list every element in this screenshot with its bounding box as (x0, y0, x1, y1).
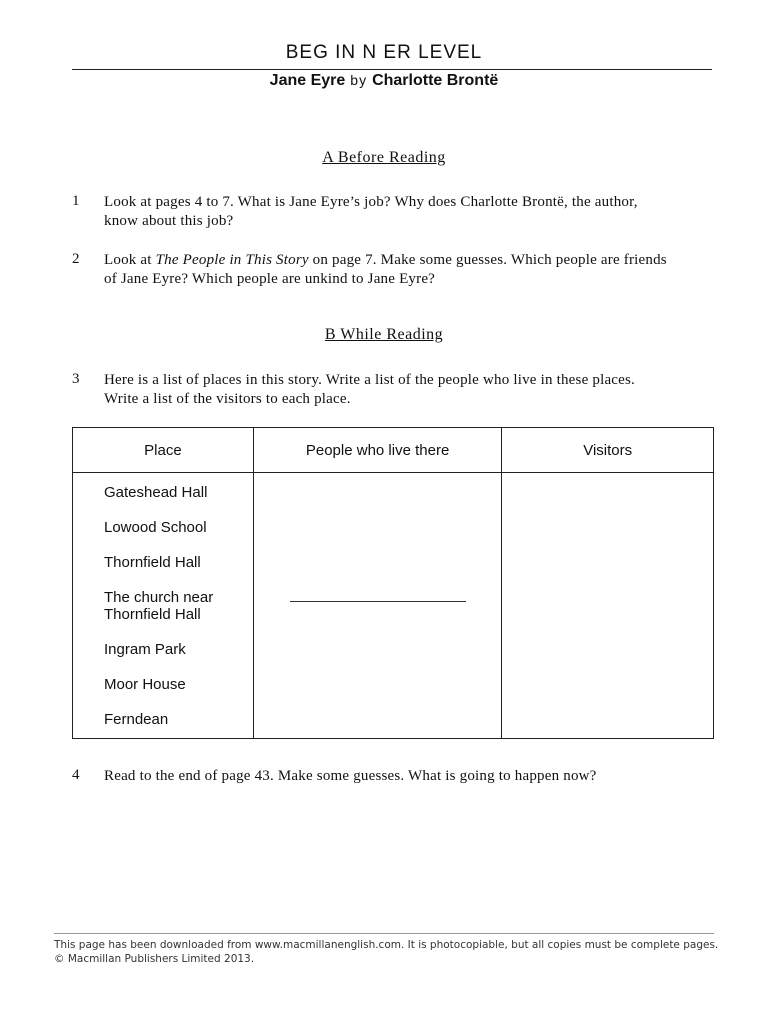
question-2-line-2: of Jane Eyre? Which people are unkind to Jane Eyre? (104, 271, 436, 287)
answer-line (290, 601, 466, 602)
title-divider (72, 69, 712, 70)
level-heading: BEG IN N ER LEVEL (285, 42, 483, 63)
places-table-body-row (73, 473, 714, 739)
question-3-text (104, 371, 714, 409)
footer-notice (54, 938, 724, 966)
question-4-text: Read to the end of page 43. Make some guesses. What is going to happen now? (104, 768, 597, 784)
section-a-heading (0, 149, 768, 167)
column-header-residents: People who live there (253, 428, 502, 473)
place-item: The church near (104, 589, 214, 606)
question-3-line-1: Here is a list of places in this story. Write a list of the people who live in these places. (104, 372, 635, 388)
question-1-line-2: know about this job? (104, 213, 234, 229)
question-2-number: 2 (72, 251, 80, 267)
place-item: Thornfield Hall (104, 606, 201, 623)
question-1-number: 1 (72, 193, 80, 209)
footer-divider (54, 933, 714, 934)
section-b-heading (0, 326, 768, 344)
footer-copyright: © Macmillan Publishers Limited 2013. (54, 953, 255, 965)
residents-answer-cell[interactable] (253, 473, 502, 739)
places-table (72, 427, 714, 739)
question-3-line-2: Write a list of the visitors to each place. (104, 391, 351, 407)
place-item: Thornfield Hall (104, 554, 201, 571)
book-author: Charlotte Brontë (372, 72, 499, 89)
question-1-line-1: Look at pages 4 to 7. What is Jane Eyre’s job? Why does Charlotte Brontë, the author, (104, 194, 638, 210)
question-3-number: 3 (72, 371, 80, 387)
question-4-number: 4 (72, 767, 80, 783)
question-2-suffix: on page 7. Make some guesses. Which people are friends (308, 252, 667, 268)
column-header-visitors: Visitors (502, 428, 714, 473)
place-item: Moor House (104, 676, 186, 693)
question-2-prefix: Look at (104, 252, 156, 268)
question-2-text (104, 251, 714, 289)
section-b-label: B While Reading (324, 326, 444, 343)
place-item: Lowood School (104, 519, 207, 536)
place-item: Ingram Park (104, 641, 186, 658)
footer-download-note: This page has been downloaded from www.macmillanenglish.com. It is photocopiable, but all copies must be complete pages. (54, 939, 719, 951)
question-1-text (104, 193, 714, 231)
places-table-header-row (73, 428, 714, 473)
place-item: Ferndean (104, 711, 169, 728)
section-a-label: A Before Reading (322, 149, 446, 166)
place-list-cell (73, 473, 254, 739)
place-item: Gateshead Hall (104, 484, 208, 501)
book-title: Jane Eyre (269, 72, 346, 89)
book-subtitle (0, 72, 768, 90)
question-2-book-section: The People in This Story (155, 252, 309, 268)
column-header-place: Place (73, 428, 254, 473)
question-2-line-1 (104, 251, 714, 270)
visitors-answer-cell[interactable] (502, 473, 714, 739)
by-label: by (350, 72, 368, 88)
